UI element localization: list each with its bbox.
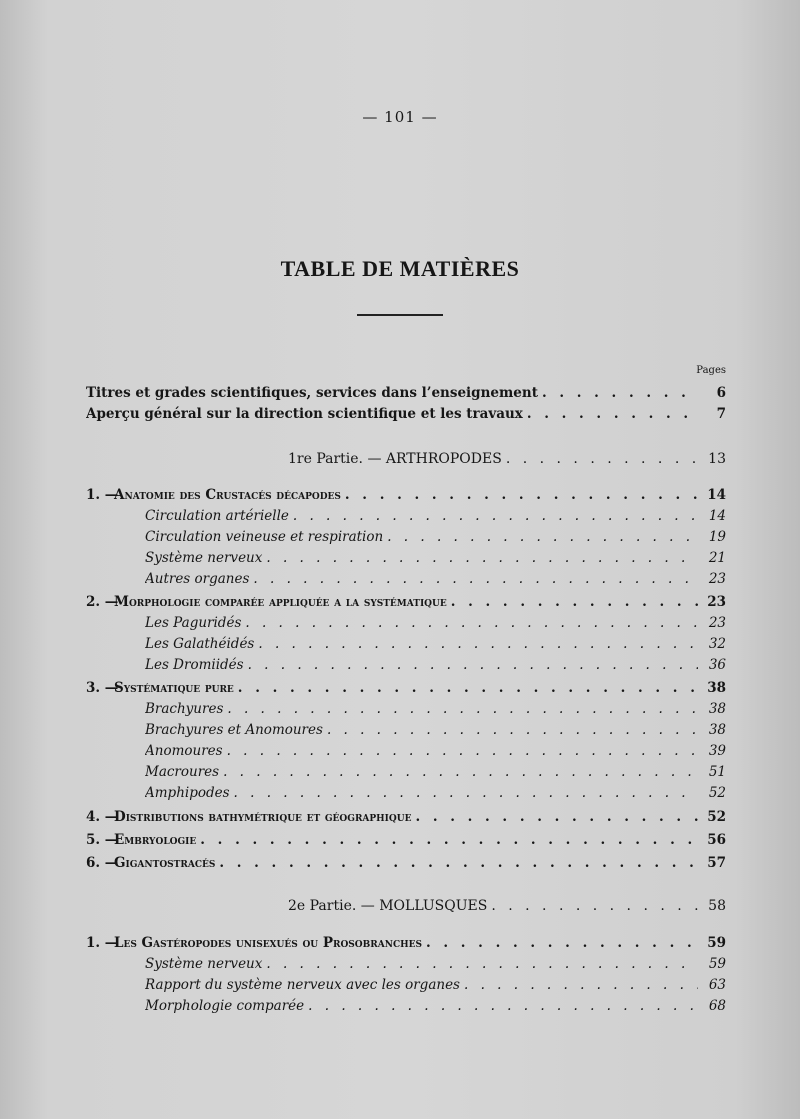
dot-leader: [200, 832, 698, 848]
dot-leader: [245, 615, 698, 631]
title-rule: [357, 314, 443, 316]
toc-subentry: [145, 550, 726, 570]
part-heading-page: 13: [708, 451, 726, 467]
toc-section: [86, 832, 726, 852]
section-number: 3. —: [86, 680, 119, 696]
subentry-title: Système nerveux: [145, 550, 263, 566]
subentry-page: 51: [708, 764, 726, 780]
toc-subentry: [145, 764, 726, 784]
subentry-title: Circulation veineuse et respiration: [145, 529, 384, 545]
section-number: 4. —: [86, 809, 119, 825]
subentry-page: 32: [708, 636, 726, 652]
toc-subentry: [145, 657, 726, 677]
toc-section: [86, 680, 726, 700]
dot-leader: [219, 855, 698, 871]
toc-subentry: [145, 571, 726, 591]
toc-subentry: [145, 508, 726, 528]
section-page: 56: [707, 832, 726, 848]
toc-entry-text: Titres et grades scientifiques, services dans l’enseignement: [86, 385, 538, 401]
subentry-title: Circulation artérielle: [145, 508, 289, 524]
subentry-page: 38: [708, 701, 726, 717]
dot-leader: [491, 898, 698, 914]
dot-leader: [266, 956, 698, 972]
toc-subentry: [145, 615, 726, 635]
section-title: Morphologie comparée appliquée a la systématique: [114, 594, 447, 610]
section-page: 38: [707, 680, 726, 696]
subentry-page: 23: [708, 571, 726, 587]
toc-entry-text: Aperçu général sur la direction scientifique et les travaux: [86, 406, 523, 422]
subentry-page: 23: [708, 615, 726, 631]
toc-entry-page: 6: [716, 385, 726, 401]
toc-entry: [86, 385, 726, 405]
dot-leader: [227, 743, 698, 759]
dot-leader: [327, 722, 698, 738]
toc-subentry: [145, 956, 726, 976]
section-number: 5. —: [86, 832, 119, 848]
toc-section: [86, 935, 726, 955]
dot-leader: [253, 571, 698, 587]
toc-section: [86, 809, 726, 829]
toc-section: [86, 487, 726, 507]
subentry-title: Macroures: [145, 764, 220, 780]
part-heading-text: 1re Partie. — ARTHROPODES: [288, 451, 502, 467]
dot-leader: [234, 785, 698, 801]
subentry-title: Amphipodes: [145, 785, 230, 801]
toc-entry-page: 7: [716, 406, 726, 422]
dot-leader: [248, 657, 698, 673]
section-page: 52: [707, 809, 726, 825]
toc-subentry: [145, 998, 726, 1018]
subentry-title: Anomoures: [145, 743, 223, 759]
subentry-page: 38: [708, 722, 726, 738]
subentry-page: 14: [708, 508, 726, 524]
subentry-title: Morphologie comparée: [145, 998, 305, 1014]
subentry-title: Autres organes: [145, 571, 250, 587]
subentry-title: Les Galathéidés: [145, 636, 255, 652]
section-page: 57: [707, 855, 726, 871]
toc-entry: [86, 406, 726, 426]
dot-leader: [506, 451, 698, 467]
section-page: 14: [707, 487, 726, 503]
subentry-page: 19: [708, 529, 726, 545]
section-number: 1. —: [86, 487, 119, 503]
part-heading-text: 2e Partie. — MOLLUSQUES: [288, 898, 488, 914]
section-title: Gigantostracés: [114, 855, 216, 871]
toc-subentry: [145, 722, 726, 742]
dot-leader: [345, 487, 698, 503]
toc-section: [86, 855, 726, 875]
subentry-page: 59: [708, 956, 726, 972]
page-title: TABLE DE MATIÈRES: [280, 256, 520, 281]
page-number: — 101 —: [362, 108, 438, 126]
section-number: 2. —: [86, 594, 119, 610]
dot-leader: [293, 508, 698, 524]
dot-leader: [266, 550, 698, 566]
section-title: Anatomie des Crustacés décapodes: [114, 487, 341, 503]
subentry-page: 52: [708, 785, 726, 801]
dot-leader: [238, 680, 698, 696]
dot-leader: [415, 809, 698, 825]
part-heading: [288, 451, 726, 473]
subentry-page: 63: [708, 977, 726, 993]
dot-leader: [527, 406, 698, 422]
toc-subentry: [145, 701, 726, 721]
section-title: Distributions bathymétrique et géographique: [114, 809, 412, 825]
toc-subentry: [145, 977, 726, 997]
toc-subentry: [145, 743, 726, 763]
subentry-title: Rapport du système nerveux avec les organes: [145, 977, 460, 993]
dot-leader: [258, 636, 698, 652]
part-heading-page: 58: [708, 898, 726, 914]
dot-leader: [387, 529, 698, 545]
dot-leader: [464, 977, 698, 993]
dot-leader: [223, 764, 698, 780]
toc-section: [86, 594, 726, 614]
subentry-title: Les Dromiidés: [145, 657, 244, 673]
section-title: Systématique pure: [114, 680, 234, 696]
subentry-title: Système nerveux: [145, 956, 263, 972]
subentry-title: Les Paguridés: [145, 615, 242, 631]
section-number: 1. —: [86, 935, 119, 951]
subentry-title: Brachyures et Anomoures: [145, 722, 323, 738]
dot-leader: [227, 701, 698, 717]
dot-leader: [451, 594, 698, 610]
subentry-page: 68: [708, 998, 726, 1014]
subentry-page: 21: [708, 550, 726, 566]
pages-column-label: Pages: [696, 365, 726, 376]
section-title: Les Gastéropodes unisexués ou Prosobranches: [114, 935, 422, 951]
section-page: 23: [707, 594, 726, 610]
toc-subentry: [145, 636, 726, 656]
section-number: 6. —: [86, 855, 119, 871]
section-page: 59: [707, 935, 726, 951]
subentry-page: 36: [708, 657, 726, 673]
dot-leader: [426, 935, 698, 951]
part-heading: [288, 898, 726, 920]
section-title: Embryologie: [114, 832, 197, 848]
dot-leader: [308, 998, 698, 1014]
dot-leader: [542, 385, 698, 401]
subentry-page: 39: [708, 743, 726, 759]
toc-subentry: [145, 785, 726, 805]
subentry-title: Brachyures: [145, 701, 224, 717]
toc-subentry: [145, 529, 726, 549]
